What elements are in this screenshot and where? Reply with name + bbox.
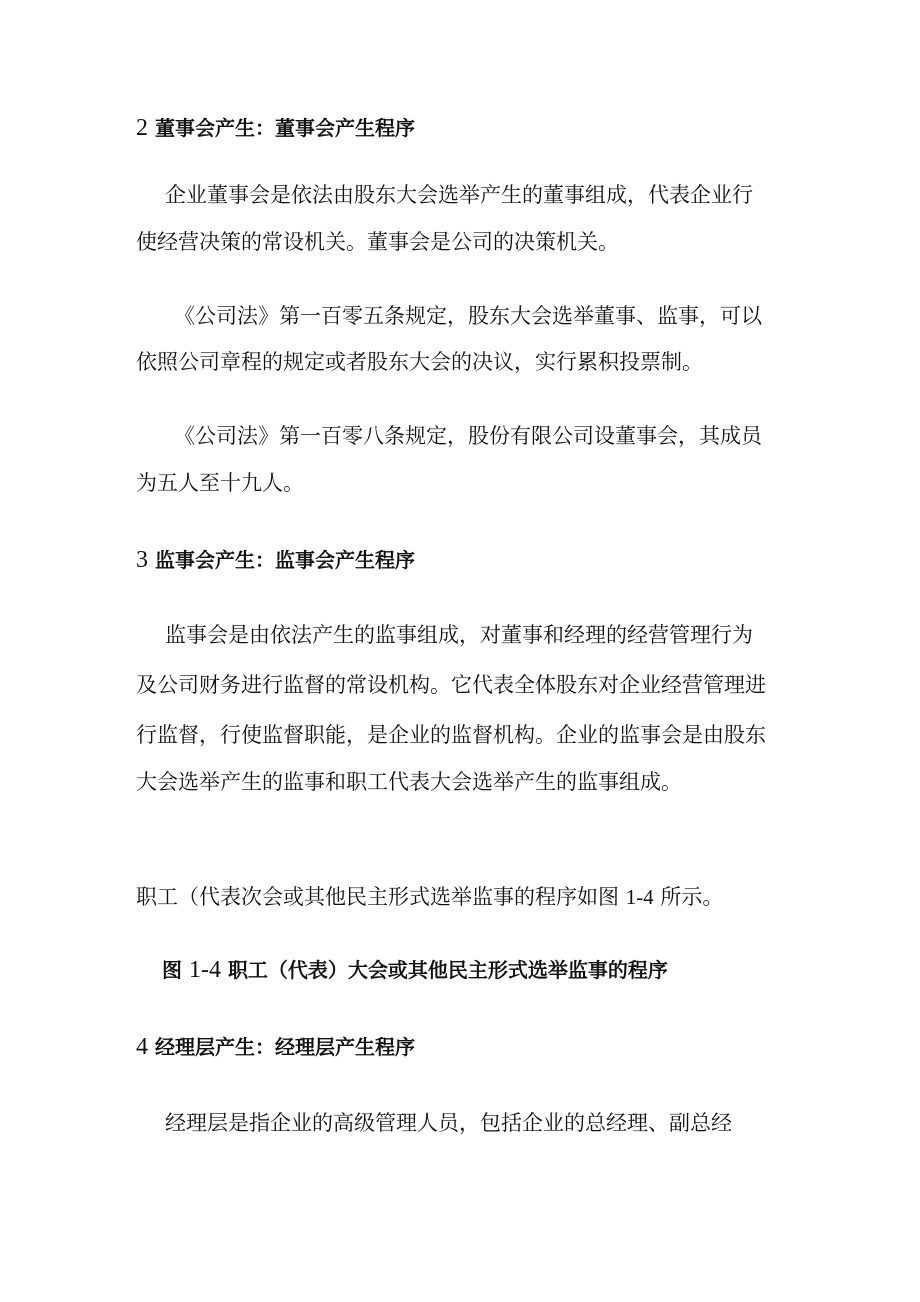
paragraph-text: 职工（代表次会或其他民主形式选举监事的程序如图 [136, 885, 619, 909]
figure-caption-text: 职工（代表）大会或其他民主形式选举监事的程序 [227, 958, 668, 982]
section-title: 经理层产生：经理层产生程序 [154, 1035, 415, 1059]
paragraph-line: 依照公司章程的规定或者股东大会的决议，实行累积投票制。 [136, 350, 703, 374]
paragraph-line: 为五人至十九人。 [136, 471, 304, 495]
paragraph-line: 行监督，行使监督职能，是企业的监督机构。企业的监事会是由股东 [136, 723, 766, 747]
section-heading-3 [136, 545, 415, 575]
section-heading-2 [136, 113, 415, 143]
figure-reference: 1-4 [625, 885, 654, 909]
section-number: 4 [136, 1034, 148, 1060]
paragraph-line: 《公司法》第一百零八条规定，股份有限公司设董事会，其成员 [174, 424, 762, 448]
section-title: 董事会产生：董事会产生程序 [154, 116, 415, 140]
section-title: 监事会产生：监事会产生程序 [154, 548, 415, 572]
paragraph-line: 企业董事会是依法由股东大会选举产生的董事组成，代表企业行 [165, 183, 753, 207]
section-number: 2 [136, 115, 148, 141]
paragraph-line: 使经营决策的常设机关。董事会是公司的决策机关。 [136, 230, 619, 254]
paragraph-text: 所示。 [660, 885, 724, 909]
figure-label: 图 [162, 958, 182, 982]
figure-number: 1-4 [188, 957, 221, 983]
figure-caption [162, 955, 668, 985]
paragraph-line: 《公司法》第一百零五条规定，股东大会选举董事、监事，可以 [174, 304, 762, 328]
paragraph-line: 监事会是由依法产生的监事组成，对董事和经理的经营管理行为 [165, 623, 753, 647]
paragraph-line: 经理层是指企业的高级管理人员，包括企业的总经理、副总经 [165, 1111, 732, 1135]
paragraph-line [136, 882, 723, 912]
section-number: 3 [136, 547, 148, 573]
paragraph-line: 大会选举产生的监事和职工代表大会选举产生的监事组成。 [136, 770, 682, 794]
section-heading-4 [136, 1032, 415, 1062]
paragraph-line: 及公司财务进行监督的常设机构。它代表全体股东对企业经营管理进 [136, 673, 766, 697]
